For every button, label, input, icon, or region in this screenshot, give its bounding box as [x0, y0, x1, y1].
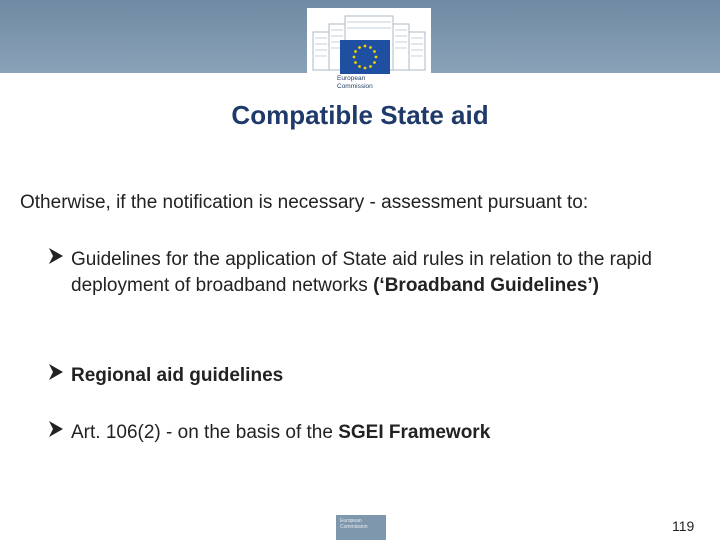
- arrow-bullet-shape: [48, 363, 64, 381]
- bullet-text: Art. 106(2) - on the basis of the: [71, 422, 339, 443]
- bullet-bold-text: Regional aid guidelines: [71, 365, 284, 386]
- page-number: 119: [672, 518, 695, 534]
- logo-line-2: Commission: [337, 83, 373, 90]
- bullet-body: [71, 247, 698, 299]
- european-commission-logo: [307, 8, 431, 94]
- bullet-bold-text: SGEI Framework: [338, 422, 491, 443]
- bullet-item: [48, 420, 698, 446]
- arrow-bullet-shape: [48, 420, 64, 438]
- footer-logo: [336, 515, 386, 540]
- arrow-bullet-icon: [48, 247, 68, 273]
- bullet-bold-text: (‘Broadband Guidelines’): [373, 275, 599, 296]
- footer-logo-text: European Commission: [340, 518, 368, 530]
- bullet-item: [48, 247, 698, 299]
- arrow-bullet-shape: [48, 247, 64, 265]
- slide-title: Compatible State aid: [231, 100, 489, 130]
- arrow-bullet-icon: [48, 363, 68, 389]
- bullet-item: [48, 363, 698, 389]
- bullet-body: [71, 363, 698, 389]
- eu-flag-icon: [340, 40, 390, 74]
- arrow-bullet-icon: [48, 420, 68, 446]
- logo-wordmark: [337, 75, 427, 91]
- bullet-body: [71, 420, 698, 446]
- logo-line-1: European: [337, 75, 366, 82]
- bullet-text: Guidelines for the application of State aid rules in relation to the rapid deployment of broadband networks: [71, 249, 652, 296]
- intro-text: Otherwise, if the notification is necessary - assessment pursuant to:: [20, 192, 589, 213]
